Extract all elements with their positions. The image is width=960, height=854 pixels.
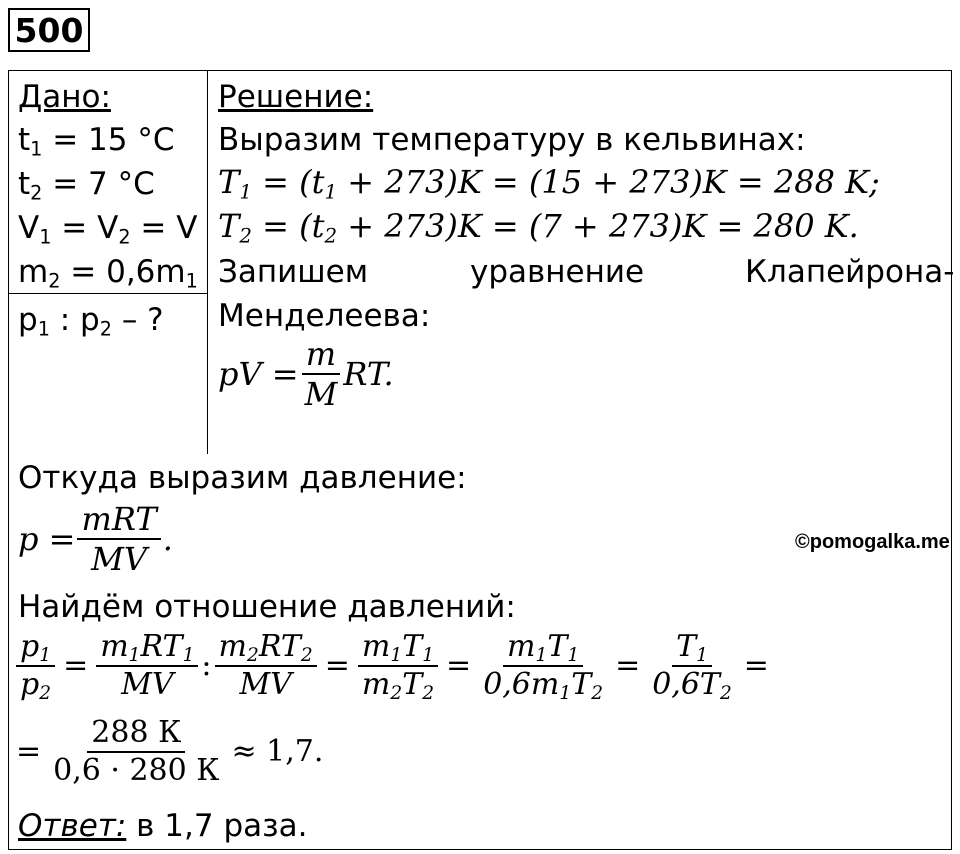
ratio-fraction-3: $\frac{m_2RT_2}{MV}$ bbox=[215, 632, 317, 700]
kelvin-line: Выразим температуру в кельвинах: bbox=[218, 122, 806, 158]
clapeyron-line-2: Менделеева: bbox=[218, 298, 431, 334]
find-ratio: $p_1$ : $p_2$ – ? bbox=[18, 302, 164, 341]
given-heading: Дано: bbox=[18, 79, 111, 115]
ratio-line: Найдём отношение давлений: bbox=[18, 589, 516, 625]
ratio-fraction-5: $\frac{m_1T_1}{0,6m_1T_2}$ bbox=[483, 629, 604, 705]
answer-label: Ответ: bbox=[18, 808, 127, 844]
watermark: ©pomogalka.me bbox=[795, 531, 950, 553]
equation-pressure: p = $\frac{\text{mRT}}{MV}$ . bbox=[18, 500, 173, 578]
given-volume: $V_1 = V_2 = V$ bbox=[18, 210, 198, 249]
solution-heading: Решение: bbox=[218, 79, 374, 115]
pressure-line: Откуда выразим давление: bbox=[18, 460, 467, 496]
given-divider-horizontal bbox=[9, 293, 207, 294]
given-mass: $m_2 = 0,6m_1$ bbox=[18, 254, 198, 293]
equation-state: pV = $\frac{m}{M}$ RT. bbox=[218, 335, 394, 413]
equation-final: = $\frac{288 К}{0,6 \cdot 280 К}$ ≈ 1,7. bbox=[16, 715, 324, 788]
equation-T2: $T_2 = (t_2 + 273)K = (7 + 273)K = 280$ K. bbox=[218, 207, 859, 248]
given-t1: $t_1 = 15$ °C bbox=[18, 122, 175, 161]
problem-number: 500 bbox=[8, 8, 90, 52]
given-t2: $t_2 = 7$ °C bbox=[18, 166, 155, 205]
ratio-fraction-p: $\frac{p_1}{p_2}$ bbox=[16, 632, 55, 700]
answer-line bbox=[18, 808, 308, 844]
ratio-fraction-2: $\frac{m_1RT_1}{MV}$ bbox=[96, 632, 198, 700]
ratio-fraction-4: $\frac{m_1T_1}{m_2T_2}$ bbox=[358, 632, 438, 700]
clapeyron-word-3: Клапейрона- bbox=[745, 254, 955, 290]
answer-text: в 1,7 раза. bbox=[126, 808, 308, 844]
clapeyron-word-2: уравнение bbox=[470, 254, 645, 290]
clapeyron-word-1: Запишем bbox=[218, 254, 369, 290]
equation-T1: $T_1 = (t_1 + 273)K = (15 + 273)K = 288$ K; bbox=[218, 163, 880, 204]
given-divider-vertical bbox=[207, 71, 208, 454]
ratio-fraction-6: $\frac{T_1}{0,6T_2}$ bbox=[652, 629, 732, 705]
equation-ratio: $\frac{p_1}{p_2}$ = $\frac{m_1RT_1}{MV}$ : $\frac{m_2RT_2}{MV}$ = $\frac{m_1T_1}{m_2T_2}$ = $\frac{m_1T_1}{0,6m_1T_2}$ = $\frac{T_1}{0,6T_2}$ = bbox=[14, 632, 775, 700]
